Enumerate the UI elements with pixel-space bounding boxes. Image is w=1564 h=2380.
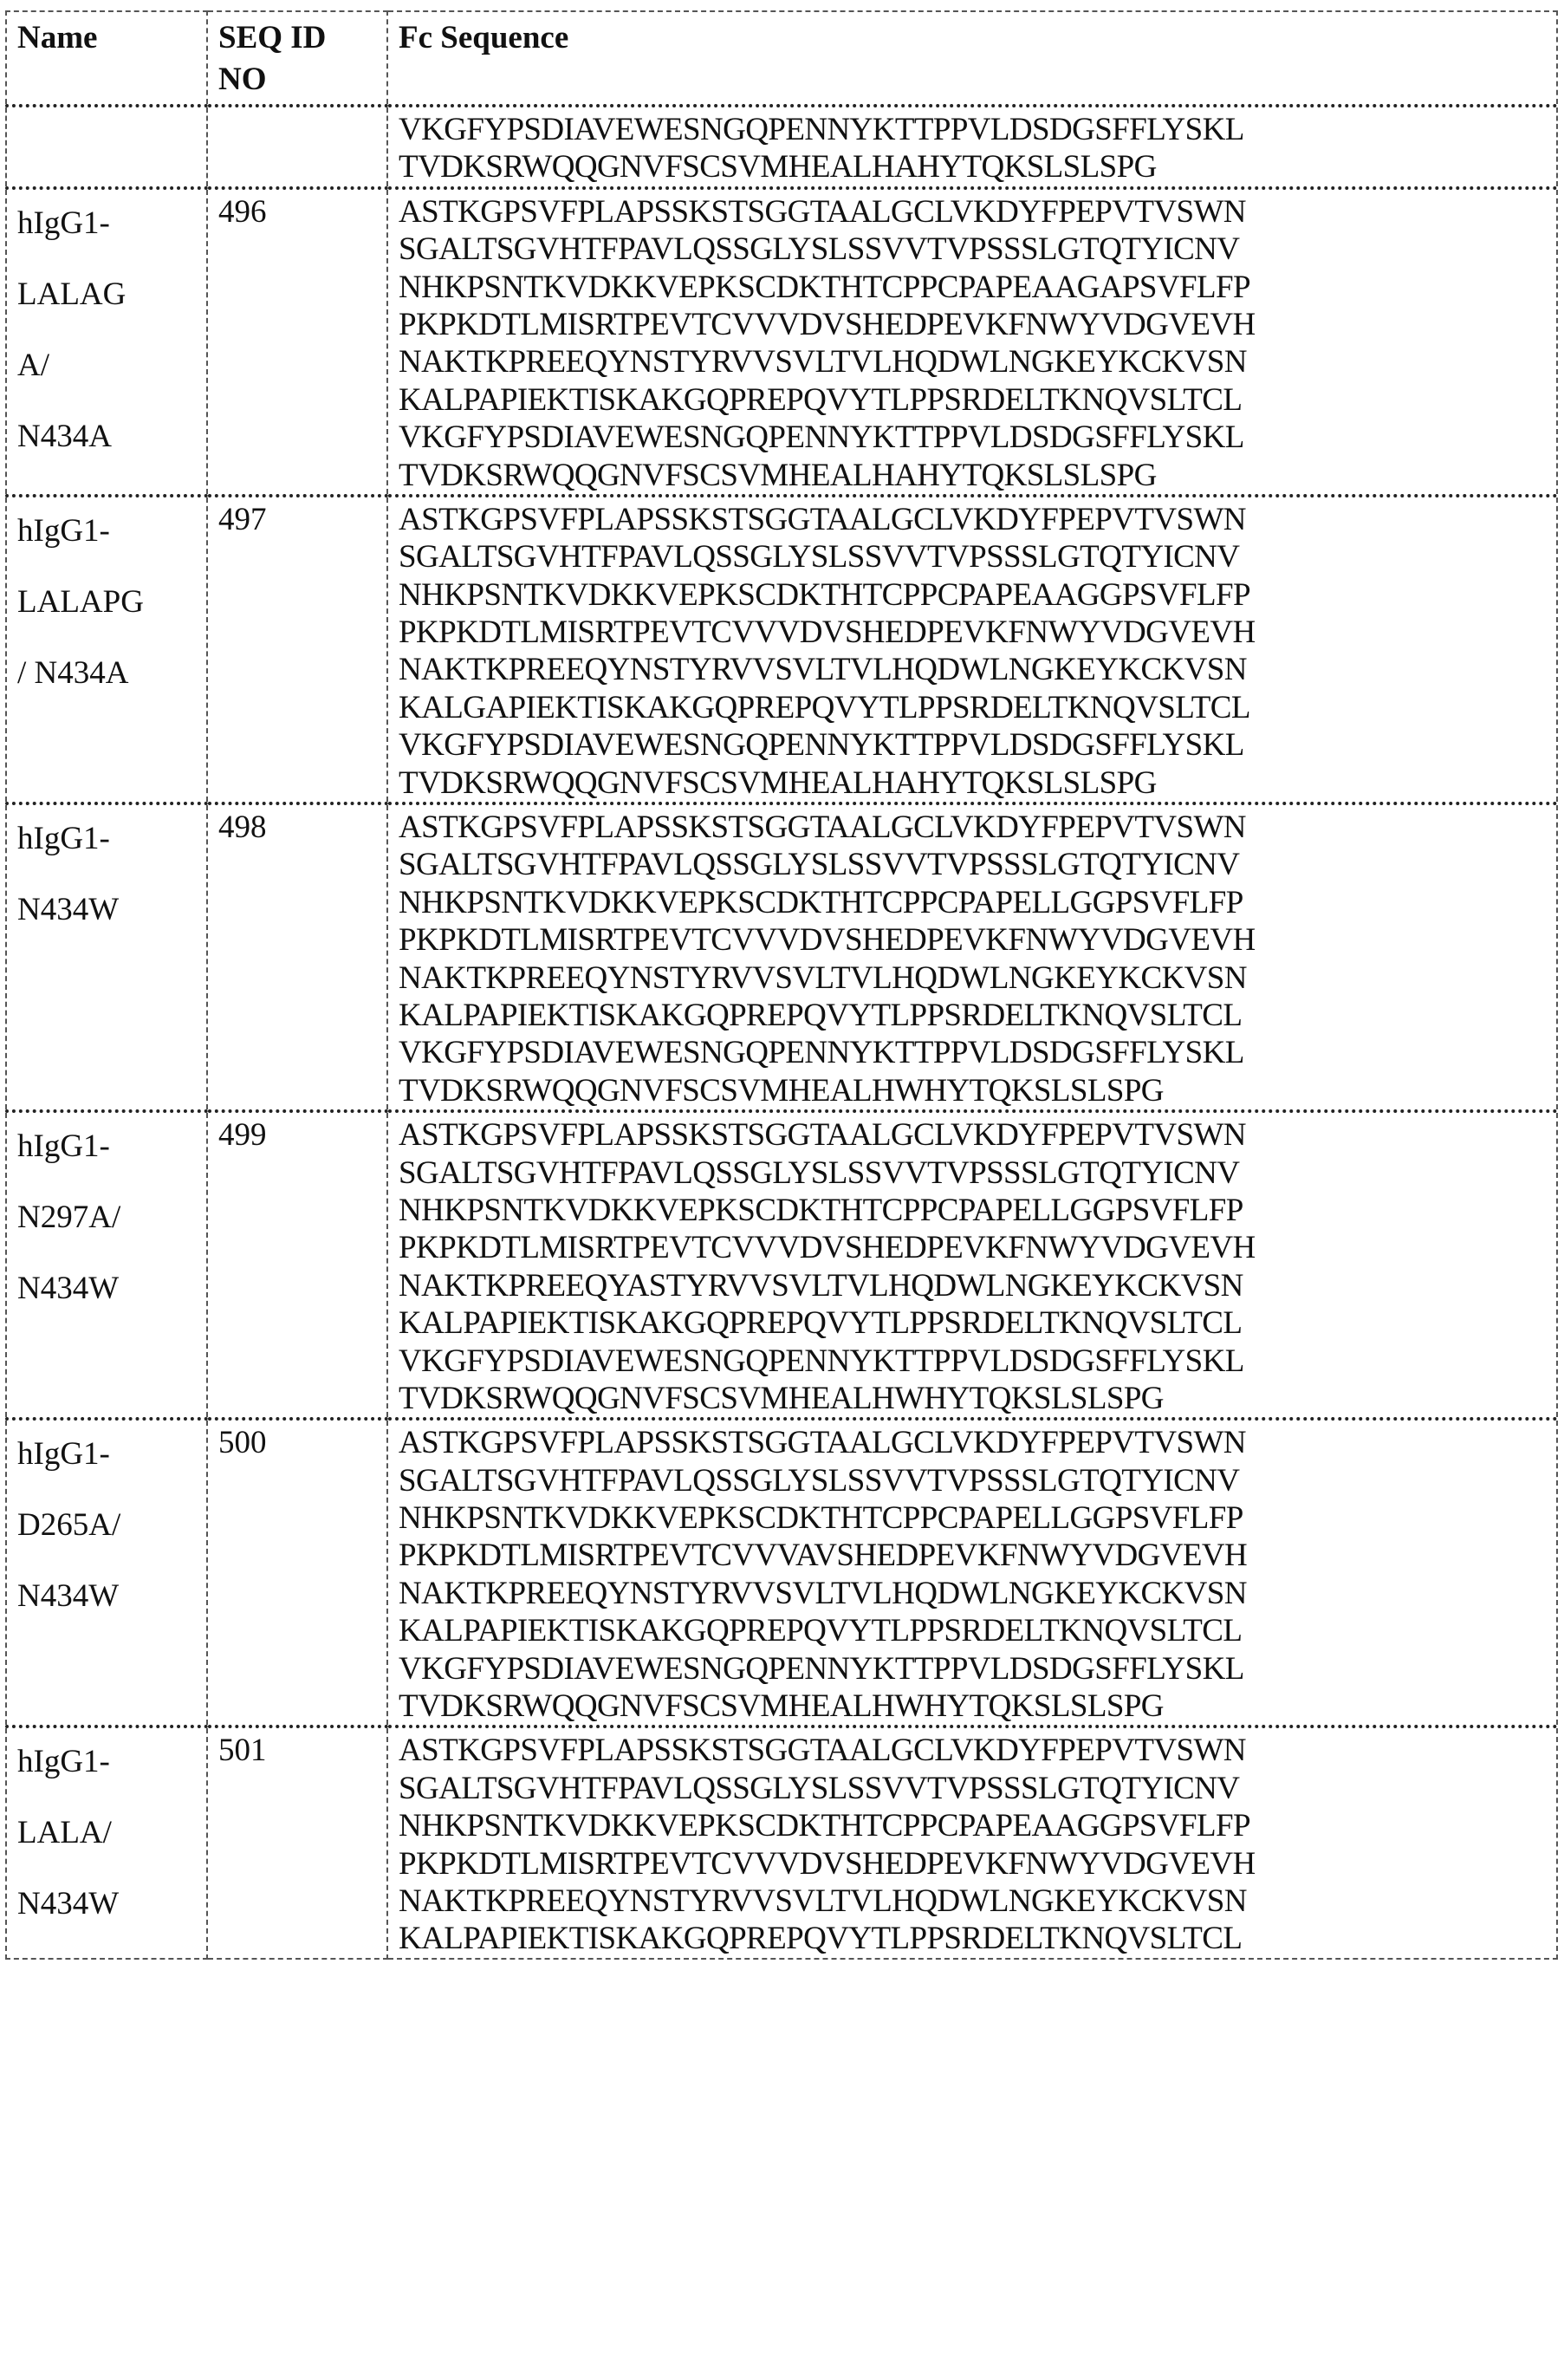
sequence-line: KALPAPIEKTISKAKGQPREPQVYTLPPSRDELTKNQVSLTCL xyxy=(399,1304,1548,1342)
sequence-line: SGALTSGVHTFPAVLQSSGLYSLSSVVTVPSSSLGTQTYICNV xyxy=(399,231,1548,268)
name-line: hIgG1- xyxy=(17,496,198,567)
sequence-cell xyxy=(387,188,1557,496)
name-cell xyxy=(6,188,207,496)
name-cell xyxy=(6,1111,207,1419)
sequence-line: NAKTKPREEQYASTYRVVSVLTVLHQDWLNGKEYKCKVSN xyxy=(399,1267,1548,1304)
sequence-line: VKGFYPSDIAVEWESNGQPENNYKTTPPVLDSDGSFFLYSKL xyxy=(399,419,1548,456)
sequence-line: ASTKGPSVFPLAPSSKSTSGGTAALGCLVKDYFPEPVTVSWN xyxy=(399,193,1548,231)
sequence-line: SGALTSGVHTFPAVLQSSGLYSLSSVVTVPSSSLGTQTYICNV xyxy=(399,846,1548,883)
name-line: hIgG1- xyxy=(17,803,198,875)
name-line: / N434A xyxy=(17,638,198,709)
sequence-line: PKPKDTLMISRTPEVTCVVVDVSHEDPEVKFNWYVDGVEVH xyxy=(399,921,1548,959)
name-line: N297A/ xyxy=(17,1182,198,1253)
name-line: hIgG1- xyxy=(17,1726,198,1798)
table-row xyxy=(6,188,1557,496)
sequence-line: KALPAPIEKTISKAKGQPREPQVYTLPPSRDELTKNQVSLTCL xyxy=(399,1920,1548,1957)
sequence-line: NHKPSNTKVDKKVEPKSCDKTHTCPPCPAPELLGGPSVFLFP xyxy=(399,1192,1548,1229)
sequence-line: ASTKGPSVFPLAPSSKSTSGGTAALGCLVKDYFPEPVTVSWN xyxy=(399,1732,1548,1769)
fc-sequence-table xyxy=(5,10,1558,1960)
sequence-cell xyxy=(387,1111,1557,1419)
name-line: N434A xyxy=(17,401,198,472)
sequence-line: ASTKGPSVFPLAPSSKSTSGGTAALGCLVKDYFPEPVTVSWN xyxy=(399,809,1548,846)
header-fc-sequence: Fc Sequence xyxy=(387,11,1557,106)
sequence-line: SGALTSGVHTFPAVLQSSGLYSLSSVVTVPSSSLGTQTYICNV xyxy=(399,1462,1548,1499)
sequence-line: TVDKSRWQQGNVFSCSVMHEALHAHYTQKSLSLSPG xyxy=(399,457,1548,494)
sequence-line: TVDKSRWQQGNVFSCSVMHEALHAHYTQKSLSLSPG xyxy=(399,764,1548,802)
name-line: N434W xyxy=(17,1869,198,1940)
name-line: LALAG xyxy=(17,259,198,330)
sequence-line: SGALTSGVHTFPAVLQSSGLYSLSSVVTVPSSSLGTQTYICNV xyxy=(399,1770,1548,1807)
table-row xyxy=(6,1111,1557,1419)
name-line: A/ xyxy=(17,330,198,401)
sequence-line: ASTKGPSVFPLAPSSKSTSGGTAALGCLVKDYFPEPVTVSWN xyxy=(399,1424,1548,1461)
sequence-line: PKPKDTLMISRTPEVTCVVVDVSHEDPEVKFNWYVDGVEVH xyxy=(399,614,1548,651)
table-row xyxy=(6,1726,1557,1958)
sequence-line: NAKTKPREEQYNSTYRVVSVLTVLHQDWLNGKEYKCKVSN xyxy=(399,1883,1548,1920)
table-header-row xyxy=(6,11,1557,106)
name-line: N434W xyxy=(17,1253,198,1324)
sequence-cell xyxy=(387,803,1557,1111)
sequence-line: SGALTSGVHTFPAVLQSSGLYSLSSVVTVPSSSLGTQTYICNV xyxy=(399,1154,1548,1192)
sequence-line: NHKPSNTKVDKKVEPKSCDKTHTCPPCPAPEAAGGPSVFLFP xyxy=(399,1807,1548,1844)
seq-id-cell: 496 xyxy=(207,188,387,496)
seq-id-cell: 501 xyxy=(207,1726,387,1958)
seq-id-cell xyxy=(207,106,387,188)
sequence-line: VKGFYPSDIAVEWESNGQPENNYKTTPPVLDSDGSFFLYSKL xyxy=(399,1650,1548,1687)
sequence-cell xyxy=(387,1419,1557,1726)
sequence-line: PKPKDTLMISRTPEVTCVVVAVSHEDPEVKFNWYVDGVEVH xyxy=(399,1537,1548,1574)
sequence-line: VKGFYPSDIAVEWESNGQPENNYKTTPPVLDSDGSFFLYSKL xyxy=(399,111,1548,148)
name-line: hIgG1- xyxy=(17,188,198,259)
sequence-line: PKPKDTLMISRTPEVTCVVVDVSHEDPEVKFNWYVDGVEVH xyxy=(399,1229,1548,1266)
sequence-line: KALPAPIEKTISKAKGQPREPQVYTLPPSRDELTKNQVSLTCL xyxy=(399,997,1548,1034)
sequence-line: VKGFYPSDIAVEWESNGQPENNYKTTPPVLDSDGSFFLYSKL xyxy=(399,1034,1548,1071)
sequence-line: PKPKDTLMISRTPEVTCVVVDVSHEDPEVKFNWYVDGVEVH xyxy=(399,1845,1548,1883)
sequence-line: SGALTSGVHTFPAVLQSSGLYSLSSVVTVPSSSLGTQTYICNV xyxy=(399,538,1548,575)
header-seq-id-line2: NO xyxy=(218,59,378,101)
name-cell xyxy=(6,496,207,803)
sequence-line: KALPAPIEKTISKAKGQPREPQVYTLPPSRDELTKNQVSLTCL xyxy=(399,1612,1548,1649)
sequence-line: VKGFYPSDIAVEWESNGQPENNYKTTPPVLDSDGSFFLYSKL xyxy=(399,1343,1548,1380)
header-seq-id-line1: SEQ ID xyxy=(218,17,378,59)
sequence-cell xyxy=(387,106,1557,188)
name-line: hIgG1- xyxy=(17,1419,198,1490)
name-cell xyxy=(6,106,207,188)
name-line: LALAPG xyxy=(17,567,198,638)
sequence-line: KALGAPIEKTISKAKGQPREPQVYTLPPSRDELTKNQVSLTCL xyxy=(399,689,1548,726)
seq-id-cell: 499 xyxy=(207,1111,387,1419)
table-row xyxy=(6,106,1557,188)
table-body xyxy=(6,106,1557,1959)
sequence-line: KALPAPIEKTISKAKGQPREPQVYTLPPSRDELTKNQVSLTCL xyxy=(399,381,1548,419)
seq-id-cell: 498 xyxy=(207,803,387,1111)
sequence-line: TVDKSRWQQGNVFSCSVMHEALHWHYTQKSLSLSPG xyxy=(399,1072,1548,1109)
header-seq-id xyxy=(207,11,387,106)
sequence-line: TVDKSRWQQGNVFSCSVMHEALHWHYTQKSLSLSPG xyxy=(399,1687,1548,1725)
name-line: hIgG1- xyxy=(17,1111,198,1182)
sequence-line: NAKTKPREEQYNSTYRVVSVLTVLHQDWLNGKEYKCKVSN xyxy=(399,343,1548,380)
header-name: Name xyxy=(6,11,207,106)
sequence-line: ASTKGPSVFPLAPSSKSTSGGTAALGCLVKDYFPEPVTVSWN xyxy=(399,1116,1548,1154)
sequence-line: NHKPSNTKVDKKVEPKSCDKTHTCPPCPAPEAAGAPSVFLFP xyxy=(399,269,1548,306)
name-line: LALA/ xyxy=(17,1798,198,1869)
table-row xyxy=(6,803,1557,1111)
sequence-line: NHKPSNTKVDKKVEPKSCDKTHTCPPCPAPELLGGPSVFLFP xyxy=(399,1499,1548,1537)
seq-id-cell: 497 xyxy=(207,496,387,803)
name-cell xyxy=(6,1419,207,1726)
sequence-line: VKGFYPSDIAVEWESNGQPENNYKTTPPVLDSDGSFFLYSKL xyxy=(399,726,1548,764)
sequence-line: NHKPSNTKVDKKVEPKSCDKTHTCPPCPAPEAAGGPSVFLFP xyxy=(399,576,1548,614)
seq-id-cell: 500 xyxy=(207,1419,387,1726)
name-line: N434W xyxy=(17,1561,198,1632)
sequence-line: NHKPSNTKVDKKVEPKSCDKTHTCPPCPAPELLGGPSVFLFP xyxy=(399,884,1548,921)
table-row xyxy=(6,1419,1557,1726)
name-cell xyxy=(6,1726,207,1958)
sequence-line: ASTKGPSVFPLAPSSKSTSGGTAALGCLVKDYFPEPVTVSWN xyxy=(399,501,1548,538)
sequence-line: NAKTKPREEQYNSTYRVVSVLTVLHQDWLNGKEYKCKVSN xyxy=(399,1575,1548,1612)
sequence-line: PKPKDTLMISRTPEVTCVVVDVSHEDPEVKFNWYVDGVEVH xyxy=(399,306,1548,343)
name-cell xyxy=(6,803,207,1111)
sequence-line: TVDKSRWQQGNVFSCSVMHEALHWHYTQKSLSLSPG xyxy=(399,1380,1548,1417)
name-line: D265A/ xyxy=(17,1490,198,1561)
table-row xyxy=(6,496,1557,803)
name-line: N434W xyxy=(17,875,198,946)
sequence-line: NAKTKPREEQYNSTYRVVSVLTVLHQDWLNGKEYKCKVSN xyxy=(399,651,1548,688)
sequence-line: NAKTKPREEQYNSTYRVVSVLTVLHQDWLNGKEYKCKVSN xyxy=(399,959,1548,997)
sequence-cell xyxy=(387,496,1557,803)
sequence-line: TVDKSRWQQGNVFSCSVMHEALHAHYTQKSLSLSPG xyxy=(399,148,1548,185)
sequence-cell xyxy=(387,1726,1557,1958)
